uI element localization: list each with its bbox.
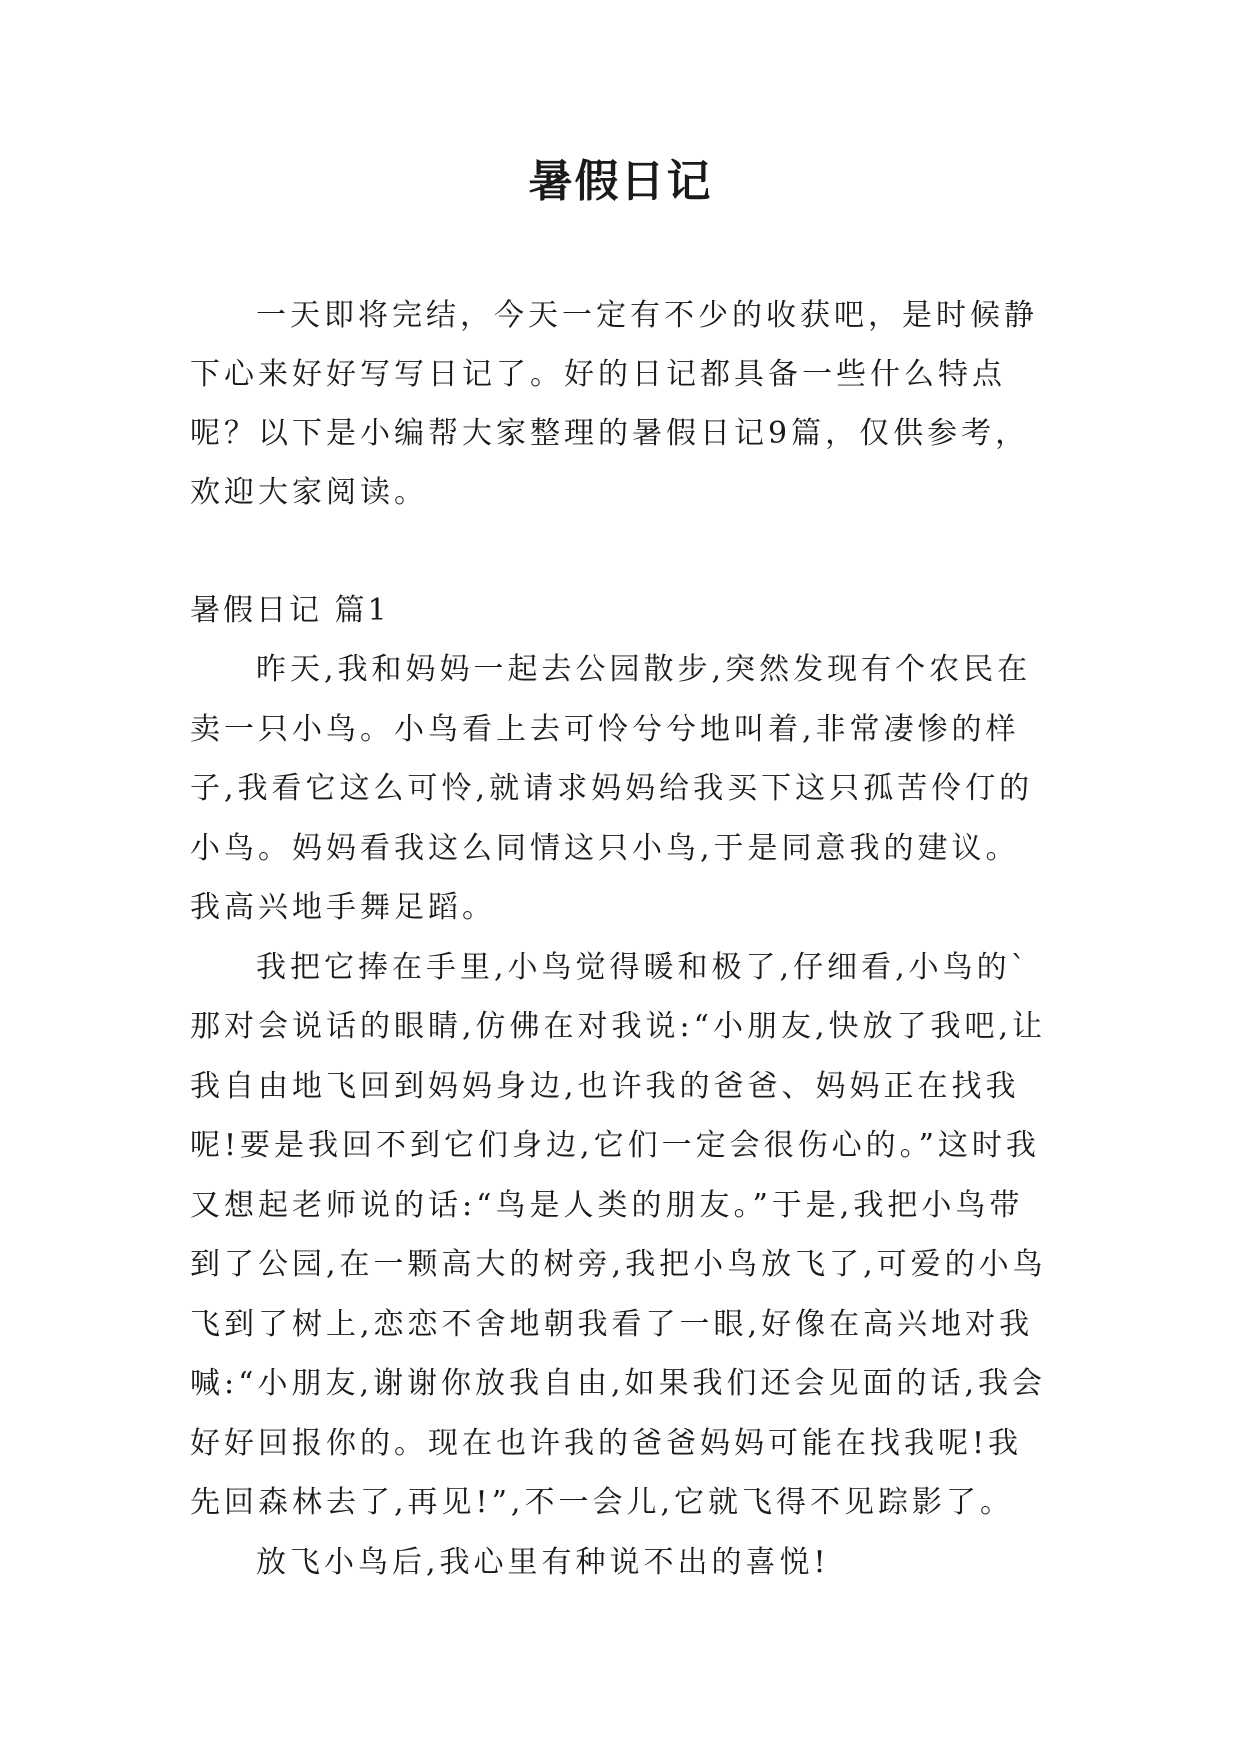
intro-paragraph: 一天即将完结，今天一定有不少的收获吧，是时候静下心来好好写写日记了。好的日记都具备一些什么特点呢？以下是小编帮大家整理的暑假日记9篇，仅供参考，欢迎大家阅读。: [190, 298, 1038, 510]
section-heading: 暑假日记 篇1: [190, 593, 390, 628]
document-title: 暑假日记: [528, 156, 713, 207]
entry-paragraph-2: 我把它捧在手里,小鸟觉得暖和极了,仔细看,小鸟的`那对会说话的眼睛,仿佛在对我说:“小朋友,快放了我吧,让我自由地飞回到妈妈身边,也许我的爸爸、妈妈正在找我呢!要是我回不到它们身边,它们一定会很伤心的。”这时我又想起老师说的话:“鸟是人类的朋友。”于是,我把小鸟带到了公园,在一颗高大的树旁,我把小鸟放飞了,可爱的小鸟飞到了树上,恋恋不舍地朝我看了一眼,好像在高兴地对我喊:“小朋友,谢谢你放我自由,如果我们还会见面的话,我会好好回报你的。现在也许我的爸爸妈妈可能在找我呢!我先回森林去了,再见!”,不一会儿,它就飞得不见踪影了。: [190, 949, 1047, 1520]
diary-entry: [190, 640, 1052, 1592]
entry-paragraph-3: 放飞小鸟后,我心里有种说不出的喜悦!: [256, 1544, 830, 1580]
entry-paragraph-1: 昨天,我和妈妈一起去公园散步,突然发现有个农民在卖一只小鸟。小鸟看上去可怜兮兮地叫着,非常凄惨的样子,我看它这么可怜,就请求妈妈给我买下这只孤苦伶仃的小鸟。妈妈看我这么同情这只小鸟,于是同意我的建议。我高兴地手舞足蹈。: [190, 652, 1034, 925]
